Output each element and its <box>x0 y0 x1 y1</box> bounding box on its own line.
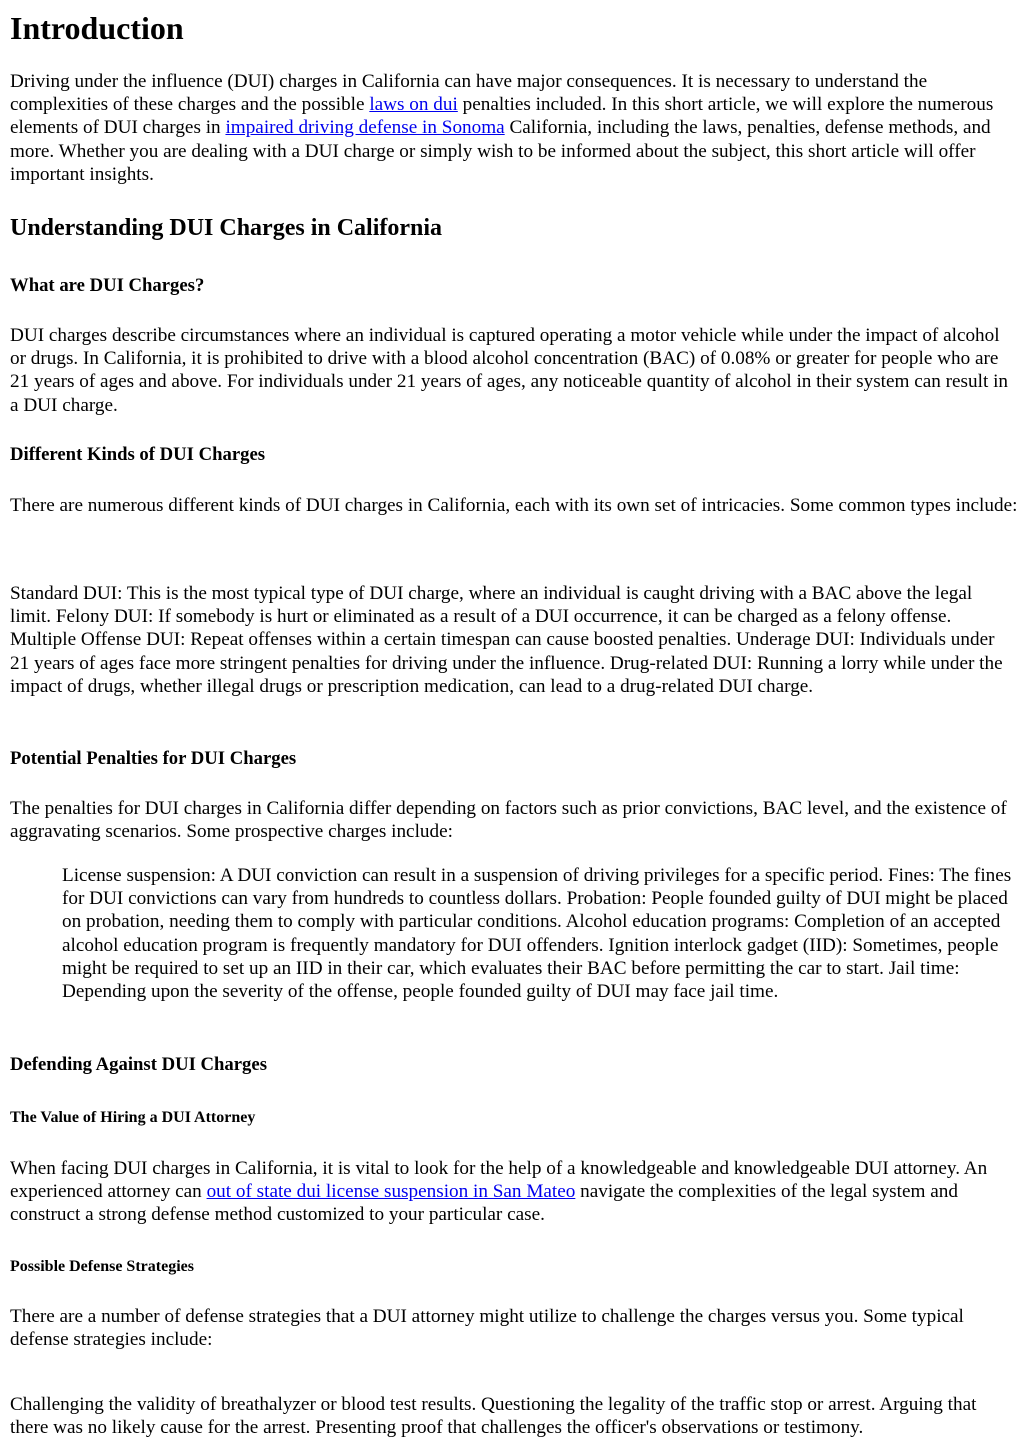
heading-possible-defense-strategies: Possible Defense Strategies <box>10 1258 194 1275</box>
text-segment: Driving under the influence (DUI) charges in California can have major consequences. It is necessary to understand the complexities of these charges and the possible <box>10 71 928 116</box>
paragraph-introduction <box>10 70 1018 186</box>
text-segment: penalties included. In this short article, we will explore the numerous elements of DUI charges in <box>10 94 994 139</box>
paragraph-what-are-dui-charges: DUI charges describe circumstances where an individual is captured operating a motor vehicle while under the impact of alcohol or drugs. In California, it is prohibited to drive with a blood alcohol concentration (BAC) of 0.08% or greater for people who are 21 years of ages and above. For individuals under 21 years of ages, any noticeable quantity of alcohol in their system can result in a DUI charge. <box>10 325 1009 416</box>
paragraph-different-kinds: There are numerous different kinds of DUI charges in California, each with its own set of intricacies. Some common types include: <box>10 495 1018 516</box>
paragraph-value-of-attorney <box>10 1157 1018 1227</box>
heading-value-of-attorney: The Value of Hiring a DUI Attorney <box>10 1109 256 1126</box>
text-segment: When facing DUI charges in California, it is vital to look for the help of a knowledgeable and knowledgeable DUI attorney. An experienced attorney can <box>10 1158 988 1203</box>
heading-defending: Defending Against DUI Charges <box>10 1054 267 1075</box>
text-segment: California, including the laws, penalties, defense methods, and more. Whether you are dealing with a DUI charge or simply wish to be informed about the subject, this short article will offer important insights. <box>10 117 991 185</box>
heading-different-kinds: Different Kinds of DUI Charges <box>10 444 266 465</box>
heading-what-are-dui-charges: What are DUI Charges? <box>10 275 205 296</box>
heading-introduction: Introduction <box>10 10 184 46</box>
paragraph-kinds-list: Standard DUI: This is the most typical type of DUI charge, where an individual is caught driving with a BAC above the legal limit. Felony DUI: If somebody is hurt or eliminated as a result of a DUI occurrence, it can be charged as a felony offense. Multiple Offense DUI: Repeat offenses within a certain timespan can cause boosted penalties. Underage DUI: Individuals under 21 years of ages face more stringent penalties for driving under the influence. Drug-related DUI: Running a lorry while under the impact of drugs, whether illegal drugs or prescription medication, can lead to a drug-related DUI charge. <box>10 583 1003 697</box>
heading-potential-penalties: Potential Penalties for DUI Charges <box>10 748 297 769</box>
paragraph-potential-penalties: The penalties for DUI charges in California differ depending on factors such as prior convictions, BAC level, and the existence of aggravating scenarios. Some prospective charges include: <box>10 798 1007 843</box>
link-out-of-state-dui[interactable]: out of state dui license suspension in San Mateo <box>206 1181 576 1203</box>
link-laws-on-dui[interactable]: laws on dui <box>369 94 458 116</box>
blockquote-penalties-list: License suspension: A DUI conviction can result in a suspension of driving privileges for a specific period. Fines: The fines for DUI convictions can vary from hundreds to countless dollars. Probation: People founded guilty of DUI might be placed on probation, needing them to comply with particular conditions. Alcohol education programs: Completion of an accepted alcohol education program is frequently mandatory for DUI offenders. Ignition interlock gadget (IID): Sometimes, people might be required to set up an IID in their car, which evaluates their BAC before permitting the car to start. Jail time: Depending upon the severity of the offense, people founded guilty of DUI may face jail time. <box>62 865 1012 1003</box>
paragraph-defense-strategies-list: Challenging the validity of breathalyzer or blood test results. Questioning the legality of the traffic stop or arrest. Arguing that there was no likely cause for the arrest. Presenting proof that challenges the officer's observations or testimony. <box>10 1394 977 1439</box>
paragraph-possible-defense-strategies: There are a number of defense strategies that a DUI attorney might utilize to challenge the charges versus you. Some typical defense strategies include: <box>10 1306 964 1351</box>
link-impaired-driving-defense[interactable]: impaired driving defense in Sonoma <box>225 117 505 139</box>
text-segment: navigate the complexities of the legal system and construct a strong defense method customized to your particular case. <box>10 1181 958 1226</box>
heading-understanding-dui: Understanding DUI Charges in California <box>10 215 443 241</box>
